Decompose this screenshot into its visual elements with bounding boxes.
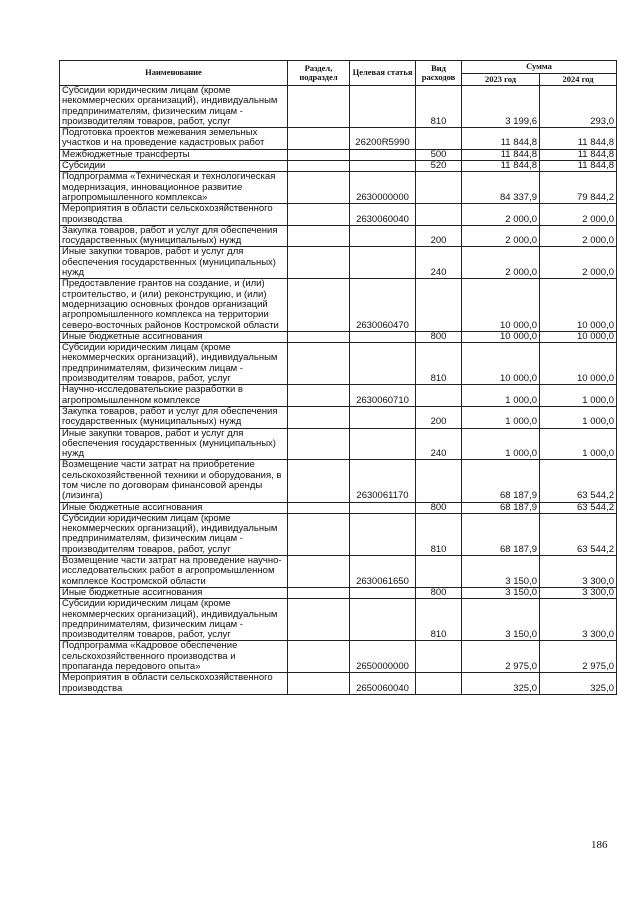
row-target-cell [350, 247, 416, 279]
table-row [60, 460, 617, 502]
budget-table [59, 60, 617, 695]
row-target-cell [350, 331, 416, 342]
table-row [60, 149, 617, 160]
row-sum-2024-cell: 11 844,8 [540, 149, 617, 160]
row-name-cell: Субсидии юридическим лицам (кроме некоммерческих организаций), индивидуальным предпринимателям, физическим лицам - производителям товаров, работ, услуг [60, 86, 288, 128]
row-sum-2023-cell: 10 000,0 [462, 279, 540, 331]
header-year-2023: 2023 год [462, 73, 540, 86]
row-target-cell: 2630061170 [350, 460, 416, 502]
table-header [60, 61, 617, 86]
row-target-cell [350, 86, 416, 128]
row-type-cell: 240 [416, 247, 462, 279]
row-section-cell [288, 161, 350, 172]
header-sum: Сумма [462, 61, 617, 74]
row-type-cell [416, 128, 462, 150]
row-target-cell: 2650000000 [350, 641, 416, 673]
row-type-cell: 500 [416, 149, 462, 160]
row-target-cell: 2630060040 [350, 204, 416, 226]
table-row [60, 128, 617, 150]
row-section-cell [288, 502, 350, 513]
row-target-cell: 2630060710 [350, 385, 416, 407]
row-sum-2023-cell: 68 187,9 [462, 502, 540, 513]
row-name-cell: Субсидии юридическим лицам (кроме некоммерческих организаций), индивидуальным предпринимателям, физическим лицам - производителям товаров, работ, услуг [60, 599, 288, 641]
row-section-cell [288, 513, 350, 555]
row-name-cell: Мероприятия в области сельскохозяйственного производства [60, 673, 288, 695]
row-section-cell [288, 279, 350, 331]
row-section-cell [288, 556, 350, 588]
row-sum-2024-cell: 3 300,0 [540, 556, 617, 588]
row-name-cell: Подготовка проектов межевания земельных участков и на проведение кадастровых работ [60, 128, 288, 150]
row-section-cell [288, 587, 350, 598]
row-sum-2024-cell: 2 000,0 [540, 247, 617, 279]
row-sum-2024-cell: 2 000,0 [540, 225, 617, 247]
table-row [60, 428, 617, 460]
row-section-cell [288, 406, 350, 428]
row-target-cell [350, 428, 416, 460]
row-sum-2024-cell: 10 000,0 [540, 331, 617, 342]
row-target-cell [350, 225, 416, 247]
row-target-cell [350, 513, 416, 555]
row-name-cell: Межбюджетные трансферты [60, 149, 288, 160]
row-sum-2024-cell: 11 844,8 [540, 128, 617, 150]
row-name-cell: Иные закупки товаров, работ и услуг для обеспечения государственных (муниципальных) нужд [60, 247, 288, 279]
row-sum-2024-cell: 63 544,2 [540, 460, 617, 502]
row-section-cell [288, 128, 350, 150]
row-section-cell [288, 86, 350, 128]
row-target-cell [350, 161, 416, 172]
row-target-cell [350, 406, 416, 428]
row-sum-2023-cell: 10 000,0 [462, 343, 540, 385]
row-sum-2023-cell: 3 150,0 [462, 599, 540, 641]
table-row [60, 247, 617, 279]
row-type-cell: 810 [416, 343, 462, 385]
row-sum-2023-cell: 2 000,0 [462, 247, 540, 279]
row-sum-2024-cell: 2 975,0 [540, 641, 617, 673]
row-sum-2024-cell: 1 000,0 [540, 406, 617, 428]
table-row [60, 161, 617, 172]
row-section-cell [288, 172, 350, 204]
row-sum-2023-cell: 84 337,9 [462, 172, 540, 204]
row-name-cell: Мероприятия в области сельскохозяйственного производства [60, 204, 288, 226]
row-sum-2024-cell: 325,0 [540, 673, 617, 695]
row-sum-2024-cell: 1 000,0 [540, 385, 617, 407]
row-section-cell [288, 204, 350, 226]
row-section-cell [288, 343, 350, 385]
table-row [60, 673, 617, 695]
row-sum-2023-cell: 3 150,0 [462, 587, 540, 598]
row-sum-2023-cell: 2 000,0 [462, 225, 540, 247]
row-type-cell: 800 [416, 502, 462, 513]
header-expense-type: Вид расходов [416, 61, 462, 86]
row-sum-2023-cell: 11 844,8 [462, 128, 540, 150]
table-row [60, 406, 617, 428]
row-target-cell: 26200R5990 [350, 128, 416, 150]
row-type-cell: 810 [416, 599, 462, 641]
row-name-cell: Предоставление грантов на создание, и (или) строительство, и (или) реконструкцию, и (или) модернизацию основных фондов организаций агропромышленного комплекса на территории северо-восточных районов Костромской области [60, 279, 288, 331]
row-name-cell: Субсидии юридическим лицам (кроме некоммерческих организаций), индивидуальным предпринимателям, физическим лицам - производителям товаров, работ, услуг [60, 513, 288, 555]
row-name-cell: Подпрограмма «Техническая и технологическая модернизация, инновационное развитие агропромышленного комплекса» [60, 172, 288, 204]
row-target-cell [350, 149, 416, 160]
header-section: Раздел, подраздел [288, 61, 350, 86]
row-sum-2024-cell: 2 000,0 [540, 204, 617, 226]
row-type-cell [416, 385, 462, 407]
row-type-cell [416, 279, 462, 331]
table-row [60, 331, 617, 342]
row-section-cell [288, 385, 350, 407]
row-sum-2023-cell: 68 187,9 [462, 460, 540, 502]
table-row [60, 172, 617, 204]
row-name-cell: Возмещение части затрат на приобретение сельскохозяйственной техники и оборудования, в том числе по договорам финансовой аренды (лизинга) [60, 460, 288, 502]
row-sum-2023-cell: 10 000,0 [462, 331, 540, 342]
row-sum-2023-cell: 2 000,0 [462, 204, 540, 226]
row-name-cell: Закупка товаров, работ и услуг для обеспечения государственных (муниципальных) нужд [60, 225, 288, 247]
table-row [60, 556, 617, 588]
table-row [60, 641, 617, 673]
row-type-cell: 810 [416, 513, 462, 555]
row-sum-2023-cell: 1 000,0 [462, 385, 540, 407]
row-sum-2024-cell: 79 844,2 [540, 172, 617, 204]
row-type-cell: 240 [416, 428, 462, 460]
row-sum-2023-cell: 2 975,0 [462, 641, 540, 673]
row-type-cell [416, 460, 462, 502]
row-sum-2024-cell: 1 000,0 [540, 428, 617, 460]
row-type-cell [416, 641, 462, 673]
row-sum-2023-cell: 3 199,6 [462, 86, 540, 128]
row-name-cell: Иные бюджетные ассигнования [60, 502, 288, 513]
row-type-cell [416, 204, 462, 226]
row-target-cell: 2630061650 [350, 556, 416, 588]
row-sum-2023-cell: 325,0 [462, 673, 540, 695]
row-type-cell [416, 673, 462, 695]
table-row [60, 513, 617, 555]
row-sum-2024-cell: 11 844,8 [540, 161, 617, 172]
page-number: 186 [591, 839, 608, 851]
row-target-cell [350, 502, 416, 513]
table-row [60, 599, 617, 641]
row-target-cell [350, 599, 416, 641]
row-type-cell: 810 [416, 86, 462, 128]
row-name-cell: Подпрограмма «Кадровое обеспечение сельскохозяйственного производства и пропаганда передового опыта» [60, 641, 288, 673]
table-row [60, 86, 617, 128]
row-name-cell: Иные бюджетные ассигнования [60, 587, 288, 598]
row-target-cell: 2630000000 [350, 172, 416, 204]
table-row [60, 225, 617, 247]
table-row [60, 279, 617, 331]
table-row [60, 587, 617, 598]
header-name: Наименование [60, 61, 288, 86]
row-target-cell: 2630060470 [350, 279, 416, 331]
row-sum-2024-cell: 63 544,2 [540, 513, 617, 555]
row-sum-2024-cell: 293,0 [540, 86, 617, 128]
row-sum-2024-cell: 63 544,2 [540, 502, 617, 513]
row-section-cell [288, 331, 350, 342]
row-section-cell [288, 247, 350, 279]
row-name-cell: Субсидии [60, 161, 288, 172]
row-name-cell: Научно-исследовательские разработки в агропромышленном комплексе [60, 385, 288, 407]
row-section-cell [288, 225, 350, 247]
row-sum-2023-cell: 1 000,0 [462, 428, 540, 460]
header-target: Целевая статья [350, 61, 416, 86]
row-sum-2023-cell: 1 000,0 [462, 406, 540, 428]
row-type-cell: 200 [416, 225, 462, 247]
row-section-cell [288, 460, 350, 502]
table-row [60, 385, 617, 407]
row-sum-2023-cell: 11 844,8 [462, 149, 540, 160]
row-name-cell: Закупка товаров, работ и услуг для обеспечения государственных (муниципальных) нужд [60, 406, 288, 428]
row-sum-2024-cell: 10 000,0 [540, 279, 617, 331]
row-name-cell: Иные закупки товаров, работ и услуг для обеспечения государственных (муниципальных) нужд [60, 428, 288, 460]
row-name-cell: Возмещение части затрат на проведение научно-исследовательских работ в агропромышленном комплексе Костромской области [60, 556, 288, 588]
row-name-cell: Иные бюджетные ассигнования [60, 331, 288, 342]
table-row [60, 204, 617, 226]
row-sum-2024-cell: 3 300,0 [540, 599, 617, 641]
row-sum-2024-cell: 3 300,0 [540, 587, 617, 598]
row-sum-2023-cell: 68 187,9 [462, 513, 540, 555]
row-type-cell: 800 [416, 587, 462, 598]
row-type-cell: 200 [416, 406, 462, 428]
header-year-2024: 2024 год [540, 73, 617, 86]
row-section-cell [288, 673, 350, 695]
row-section-cell [288, 149, 350, 160]
row-target-cell [350, 587, 416, 598]
row-type-cell [416, 556, 462, 588]
table-row [60, 343, 617, 385]
table-body [60, 86, 617, 695]
row-section-cell [288, 599, 350, 641]
row-type-cell: 520 [416, 161, 462, 172]
row-sum-2023-cell: 3 150,0 [462, 556, 540, 588]
row-target-cell [350, 343, 416, 385]
row-sum-2023-cell: 11 844,8 [462, 161, 540, 172]
row-type-cell: 800 [416, 331, 462, 342]
row-sum-2024-cell: 10 000,0 [540, 343, 617, 385]
row-section-cell [288, 641, 350, 673]
table-row [60, 502, 617, 513]
row-name-cell: Субсидии юридическим лицам (кроме некоммерческих организаций), индивидуальным предпринимателям, физическим лицам - производителям товаров, работ, услуг [60, 343, 288, 385]
row-type-cell [416, 172, 462, 204]
row-section-cell [288, 428, 350, 460]
row-target-cell: 2650060040 [350, 673, 416, 695]
